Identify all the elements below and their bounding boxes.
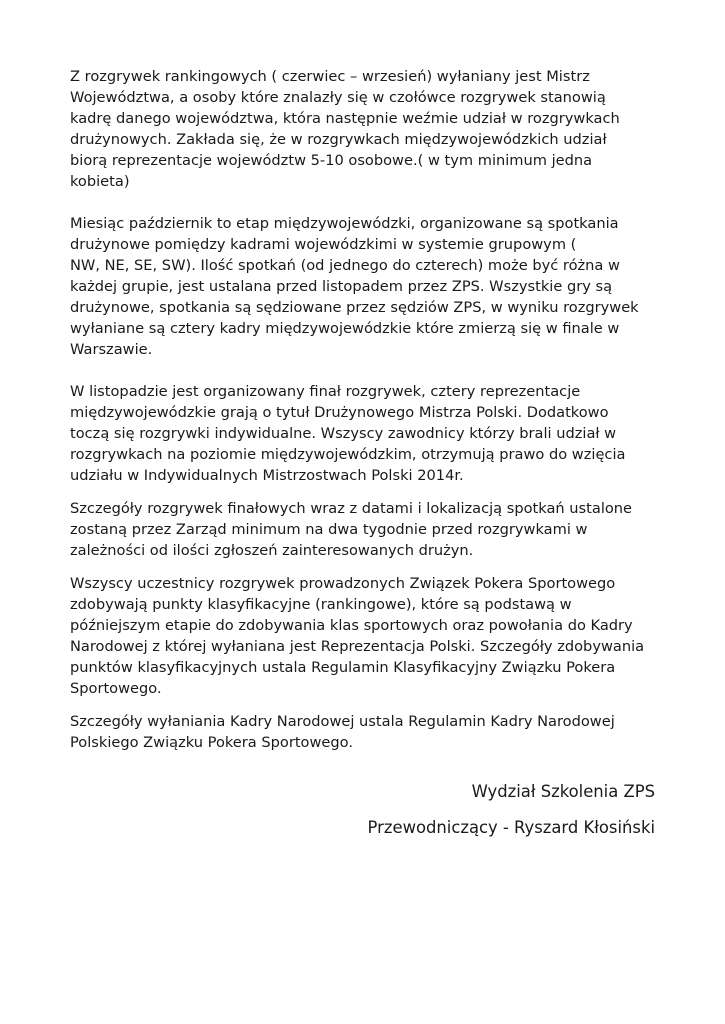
text-line: Warszawie. bbox=[70, 341, 153, 358]
text-line: międzywojewódzkie grają o tytuł Drużynowego Mistrza Polski. Dodatkowo bbox=[70, 404, 609, 421]
text-line: udziału w Indywidualnych Mistrzostwach Polski 2014r. bbox=[70, 467, 464, 484]
text-line: Polskiego Związku Pokera Sportowego. bbox=[70, 734, 353, 751]
text-line: późniejszym etapie do zdobywania klas sportowych oraz powołania do Kadry bbox=[70, 617, 633, 634]
paragraph-spacer bbox=[70, 561, 660, 573]
signature-department: Wydział Szkolenia ZPS bbox=[471, 782, 655, 801]
text-line: Z rozgrywek rankingowych ( czerwiec – wrzesień) wyłaniany jest Mistrz bbox=[70, 68, 590, 85]
text-line: toczą się rozgrywki indywidualne. Wszyscy zawodnicy którzy brali udział w bbox=[70, 425, 617, 442]
paragraph-spacer bbox=[70, 192, 660, 213]
signature-chairman: Przewodniczący - Ryszard Kłosiński bbox=[367, 818, 655, 837]
text-line: Miesiąc październik to etap międzywojewódzki, organizowane są spotkania bbox=[70, 215, 619, 232]
text-line: drużynowych. Zakłada się, że w rozgrywkach międzywojewódzkich udział bbox=[70, 131, 607, 148]
text-line: drużynowe pomiędzy kadrami wojewódzkimi w systemie grupowym ( bbox=[70, 236, 577, 253]
text-line: W listopadzie jest organizowany finał rozgrywek, cztery reprezentacje bbox=[70, 383, 581, 400]
document-body bbox=[70, 66, 660, 753]
paragraph-regional-rankings bbox=[70, 66, 660, 192]
text-line: Wszyscy uczestnicy rozgrywek prowadzonych Związek Pokera Sportowego bbox=[70, 575, 616, 592]
text-line: Szczegóły rozgrywek finałowych wraz z datami i lokalizacją spotkań ustalone bbox=[70, 500, 633, 517]
text-line: rozgrywkach na poziomie międzywojewódzkim, otrzymują prawo do wzięcia bbox=[70, 446, 626, 463]
text-line: NW, NE, SE, SW). Ilość spotkań (od jednego do czterech) może być różna w bbox=[70, 257, 620, 274]
paragraph-spacer bbox=[70, 699, 660, 711]
text-line: zostaną przez Zarząd minimum na dwa tygodnie przed rozgrywkami w bbox=[70, 521, 588, 538]
paragraph-final-november bbox=[70, 381, 660, 486]
text-line: Szczegóły wyłaniania Kadry Narodowej ustala Regulamin Kadry Narodowej bbox=[70, 713, 615, 730]
paragraph-national-team bbox=[70, 711, 660, 753]
paragraph-interregional-stage bbox=[70, 213, 660, 360]
text-line: kadrę danego województwa, która następnie weźmie udział w rozgrywkach bbox=[70, 110, 620, 127]
paragraph-final-details bbox=[70, 498, 660, 561]
paragraph-spacer bbox=[70, 360, 660, 381]
text-line: wyłaniane są cztery kadry międzywojewódzkie które zmierzą się w finale w bbox=[70, 320, 620, 337]
text-line: każdej grupie, jest ustalana przed listopadem przez ZPS. Wszystkie gry są bbox=[70, 278, 613, 295]
paragraph-classification-points bbox=[70, 573, 660, 699]
text-line: kobieta) bbox=[70, 173, 130, 190]
text-line: zależności od ilości zgłoszeń zainteresowanych drużyn. bbox=[70, 542, 474, 559]
text-line: Sportowego. bbox=[70, 680, 162, 697]
paragraph-spacer bbox=[70, 486, 660, 498]
text-line: drużynowe, spotkania są sędziowane przez sędziów ZPS, w wyniku rozgrywek bbox=[70, 299, 639, 316]
text-line: punktów klasyfikacyjnych ustala Regulamin Klasyfikacyjny Związku Pokera bbox=[70, 659, 616, 676]
text-line: zdobywają punkty klasyfikacyjne (rankingowe), które są podstawą w bbox=[70, 596, 572, 613]
text-line: Województwa, a osoby które znalazły się w czołówce rozgrywek stanowią bbox=[70, 89, 606, 106]
text-line: biorą reprezentacje województw 5-10 osobowe.( w tym minimum jedna bbox=[70, 152, 593, 169]
text-line: Narodowej z której wyłaniana jest Reprezentacja Polski. Szczegóły zdobywania bbox=[70, 638, 645, 655]
